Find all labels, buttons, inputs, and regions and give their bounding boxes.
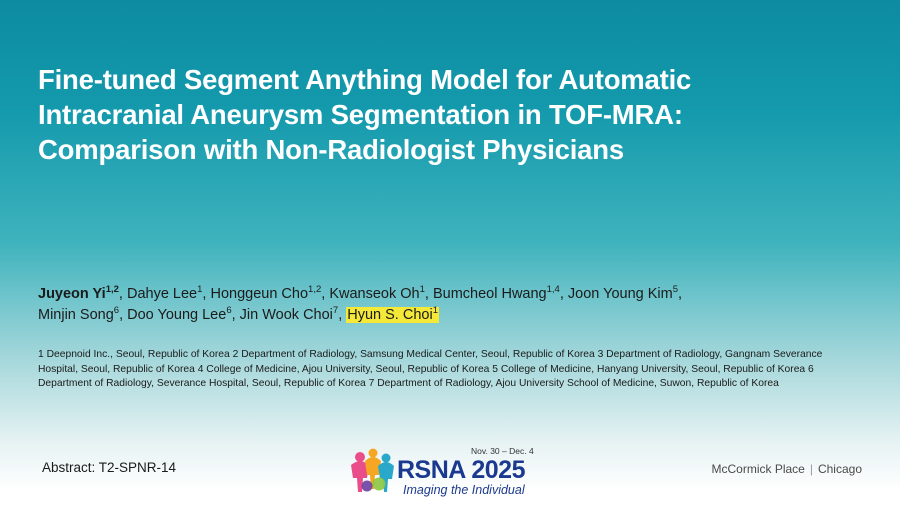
rsna-figures-icon (347, 448, 399, 496)
author-separator: , (424, 286, 433, 302)
page-title (38, 62, 868, 167)
author-affiliation-marker: 1,4 (546, 284, 560, 296)
author-affiliation-marker: 1 (419, 284, 425, 296)
venue-separator: | (809, 462, 813, 476)
author-separator: , (321, 286, 330, 302)
title-line-1: Fine-tuned Segment Anything Model for Automatic (38, 64, 692, 95)
author-separator: , (119, 307, 128, 323)
author-affiliation-marker: 1,2 (308, 284, 322, 296)
authors-list (38, 284, 868, 326)
affiliations-text: 1 Deepnoid Inc., Seoul, Republic of Korea 2 Department of Radiology, Samsung Medical Center, Seoul, Republic of Korea 3 Department of Radiology, Gangnam Severance Hospital, Seoul, Republic of Korea 4 College of Medicine, Ajou University, Seoul, Republic of Korea 5 College of Medicine, Hanyang University, Seoul, Republic of Korea 6 Department of Radiology, Severance Hospital, Seoul, Republic of Korea 7 Department of Radiology, Ajou University School of Medicine, Suwon, Republic of Korea (38, 349, 823, 390)
author-separator: , (338, 307, 347, 323)
rsna-logo-tagline: Imaging the Individual (403, 483, 525, 497)
author-name: Honggeun Cho (210, 286, 309, 302)
author-separator: , (118, 286, 127, 302)
author-affiliation-marker: 1 (197, 284, 203, 296)
author-lead-affiliation-marker: 1,2 (105, 284, 119, 296)
rsna-logo-dates: Nov. 30 – Dec. 4 (471, 446, 534, 456)
author-affiliation-marker: 5 (672, 284, 679, 296)
author-name: Hyun S. Choi (347, 307, 433, 323)
author-separator: , (678, 286, 683, 302)
venue-info (711, 462, 862, 476)
author-affiliation-marker: 6 (113, 305, 120, 317)
author-name: Jin Wook Choi (239, 307, 333, 323)
author-separator: , (202, 286, 211, 302)
author-name: Minjin Song (38, 307, 114, 323)
author-affiliation-marker: 1 (432, 305, 438, 317)
author-affiliation-marker: 7 (332, 305, 339, 317)
venue-place: McCormick Place (711, 462, 805, 476)
slide-footer (0, 436, 900, 506)
author-name: Kwanseok Oh (329, 286, 420, 302)
affiliations (38, 348, 863, 392)
author-name: Joon Young Kim (567, 286, 673, 302)
author-affiliation-marker: 6 (226, 305, 232, 317)
rsna-logo (345, 442, 555, 504)
author-separator: , (231, 307, 240, 323)
author-separator: , (559, 286, 568, 302)
title-line-3: Comparison with Non-Radiologist Physicians (38, 134, 624, 165)
venue-city: Chicago (817, 462, 862, 476)
highlighted-author (346, 307, 439, 323)
author-lead-name: Juyeon Yi (38, 286, 106, 302)
authors-line-1 (38, 284, 868, 305)
authors-line-2 (38, 305, 868, 326)
title-line-2: Intracranial Aneurysm Segmentation in TOF-MRA: (38, 99, 683, 130)
author-name: Doo Young Lee (127, 307, 227, 323)
author-name: Dahye Lee (126, 286, 198, 302)
author-name: Bumcheol Hwang (432, 286, 547, 302)
rsna-logo-title: RSNA 2025 (397, 456, 525, 484)
abstract-id: Abstract: T2-SPNR-14 (42, 460, 177, 475)
